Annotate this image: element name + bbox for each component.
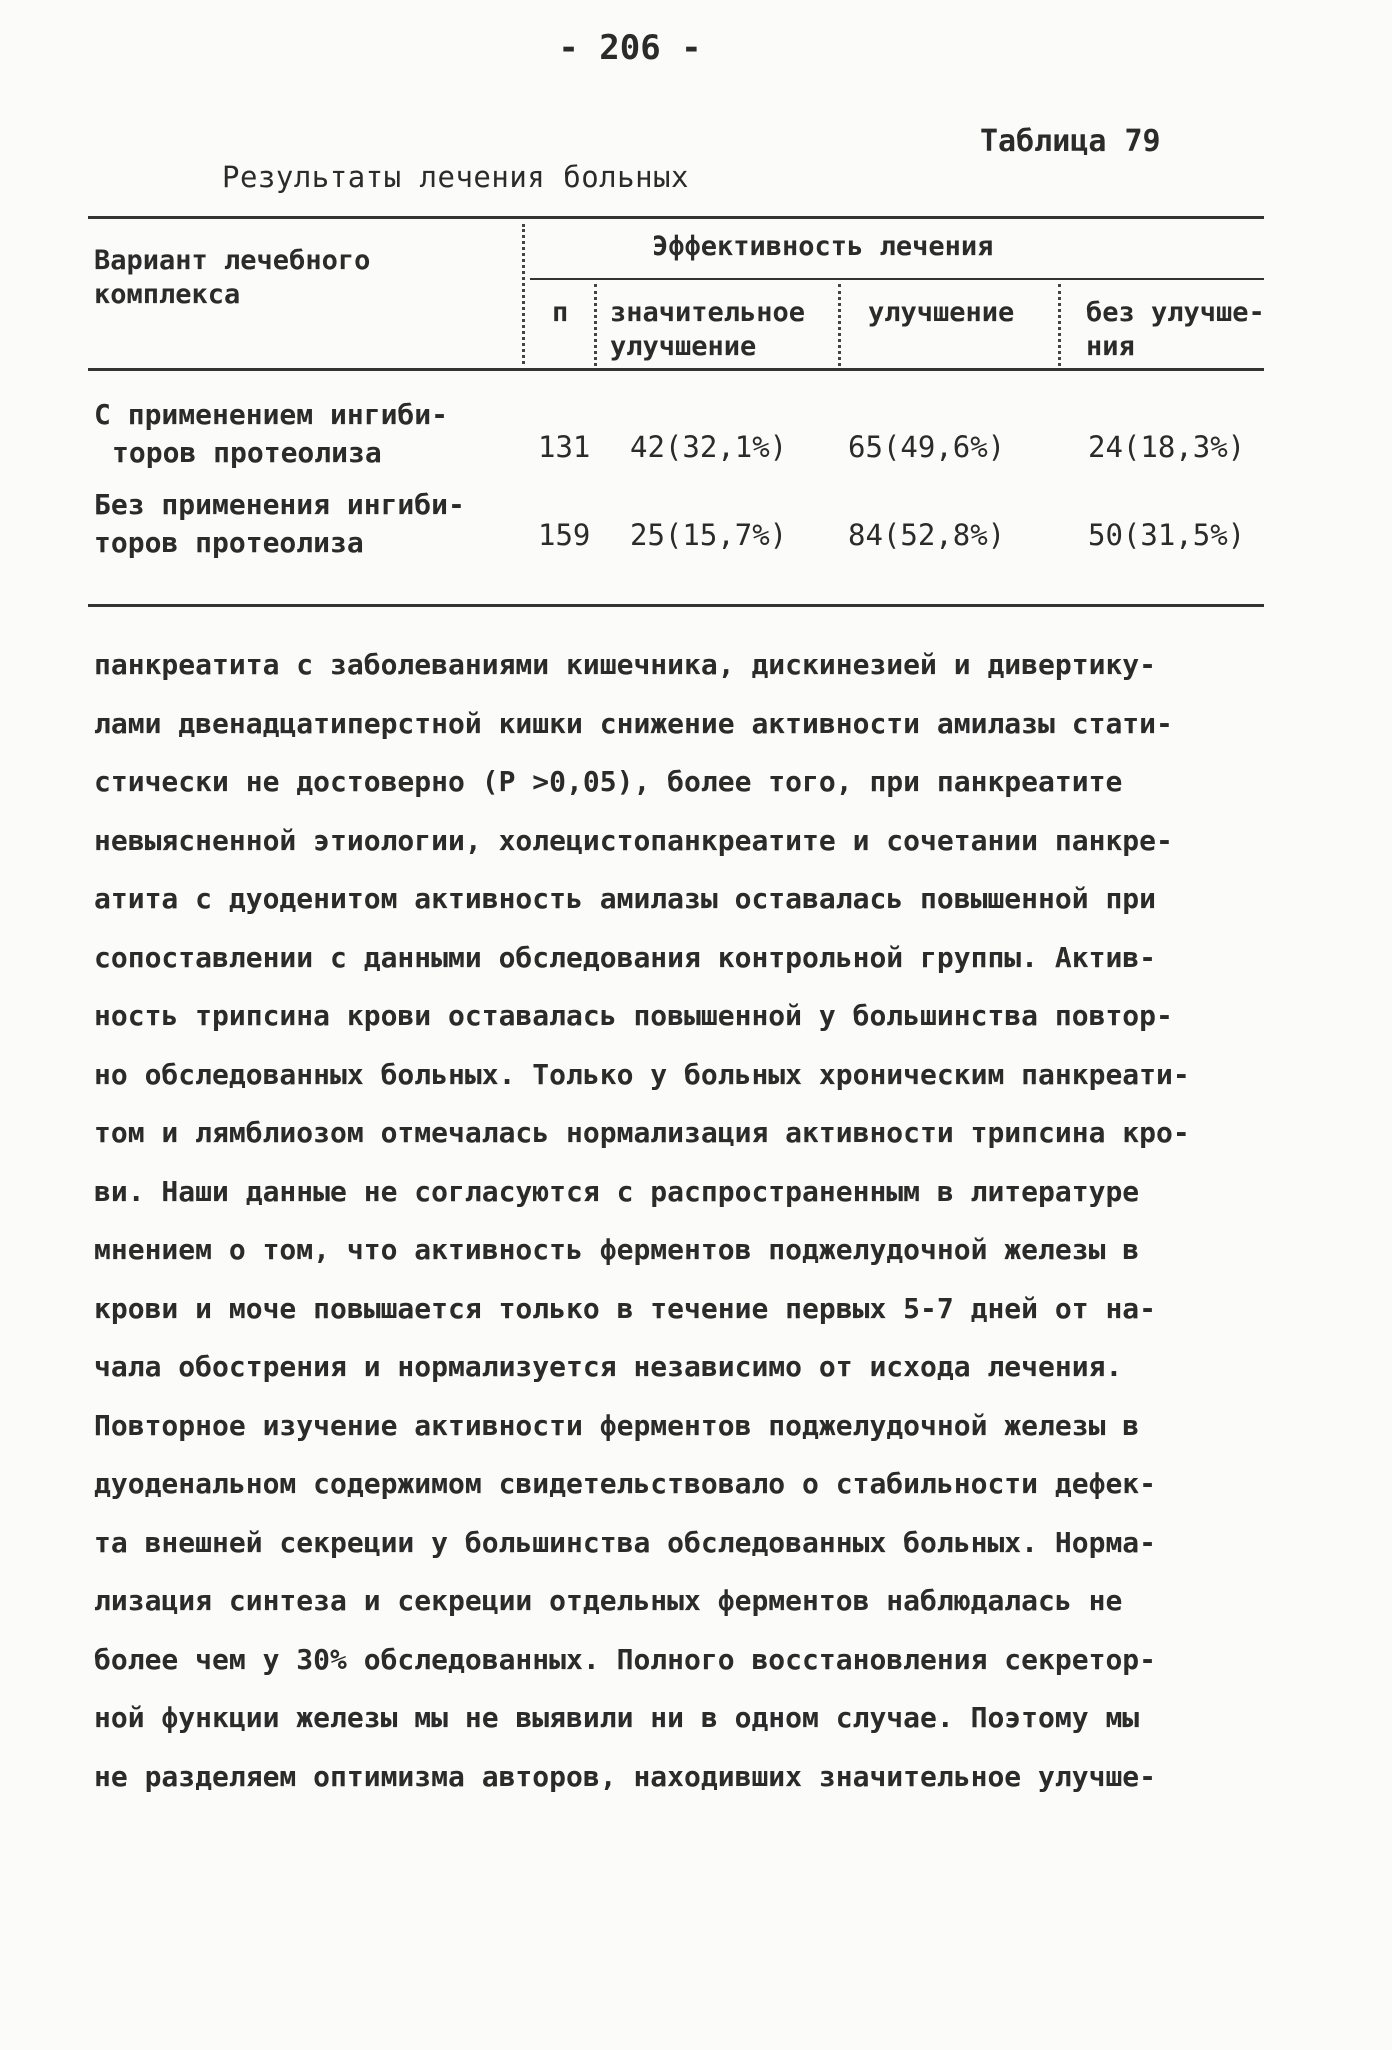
table-row-2-n: 159 (538, 518, 591, 552)
header-no-improvement: без улучше- ния (1086, 297, 1265, 362)
body-line: лами двенадцатиперстной кишки снижение активности амилазы стати- (94, 706, 1173, 740)
body-line: но обследованных больных. Только у больных хроническим панкреати- (94, 1057, 1190, 1091)
body-line: лизация синтеза и секреции отдельных ферментов наблюдалась не (94, 1584, 1123, 1617)
body-line: ность трипсина крови оставалась повышенной у большинства повтор- (94, 999, 1173, 1032)
table-bottom-rule (88, 604, 1264, 607)
table-row-1-no-improvement: 24(18,3%) (1088, 430, 1246, 464)
body-line: мнением о том, что активность ферментов поджелудочной железы в (94, 1233, 1140, 1266)
header-effectiveness: Эффективность лечения (652, 231, 994, 262)
table-row-1-improvement: 65(49,6%) (848, 430, 1006, 464)
page-number: - 206 - (558, 28, 702, 68)
column-separator (838, 284, 841, 366)
body-line: Повторное изучение активности ферментов поджелудочной железы в (94, 1408, 1140, 1442)
header-variant: Вариант лечебного комплекса (94, 245, 371, 310)
body-line: чала обострения и нормализуется независимо от исхода лечения. (94, 1350, 1123, 1383)
table-row-2-significant: 25(15,7%) (630, 518, 788, 552)
column-separator (522, 224, 525, 364)
table-top-rule (88, 216, 1264, 219)
body-line: ной функции железы мы не выявили ни в одном случае. Поэтому мы (94, 1701, 1140, 1734)
table-group-rule (530, 278, 1264, 280)
body-line: крови и моче повышается только в течение первых 5-7 дней от на- (94, 1291, 1157, 1325)
column-separator (594, 284, 597, 366)
table-row-1-variant: С применением ингиби- торов протеолиза (94, 398, 449, 469)
table-row-1-significant: 42(32,1%) (630, 430, 788, 464)
table-row-2-improvement: 84(52,8%) (848, 518, 1006, 552)
table-row-1-n: 131 (538, 430, 591, 464)
body-line: дуоденальном содержимом свидетельствовало о стабильности дефек- (94, 1467, 1157, 1500)
table-row-2-no-improvement: 50(31,5%) (1088, 518, 1246, 552)
body-line: том и лямблиозом отмечалась нормализация активности трипсина кро- (94, 1116, 1190, 1149)
header-significant-improvement: значительное улучшение (610, 297, 806, 362)
body-line: не разделяем оптимизма авторов, находивших значительное улучше- (94, 1759, 1157, 1793)
body-line: более чем у 30% обследованных. Полного восстановления секретор- (94, 1642, 1157, 1676)
body-line: сопоставлении с данными обследования контрольной группы. Актив- (94, 940, 1157, 974)
body-line: атита с дуоденитом активность амилазы оставалась повышенной при (94, 882, 1157, 915)
body-line: панкреатита с заболеваниями кишечника, дискинезией и дивертику- (94, 648, 1157, 681)
table-row-2-variant: Без применения ингиби- торов протеолиза (94, 488, 465, 559)
body-line: стически не достоверно (Р >0,05), более того, при панкреатите (94, 765, 1123, 798)
table-header-rule (88, 368, 1264, 371)
header-improvement: улучшение (868, 297, 1015, 328)
body-line: та внешней секреции у большинства обследованных больных. Норма- (94, 1525, 1157, 1559)
body-paragraph (94, 636, 1274, 1806)
column-separator (1058, 284, 1061, 366)
body-line: невыясненной этиологии, холецистопанкреатите и сочетании панкре- (94, 823, 1173, 857)
header-n: п (552, 297, 569, 328)
table-title: Результаты лечения больных (222, 160, 689, 194)
table-label: Таблица 79 (980, 124, 1161, 159)
body-line: ви. Наши данные не согласуются с распространенным в литературе (94, 1174, 1140, 1208)
